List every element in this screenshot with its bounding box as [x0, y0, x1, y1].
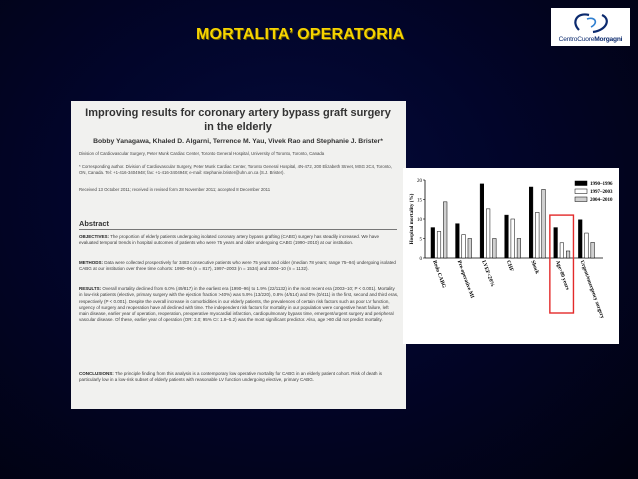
- paper-authors: Bobby Yanagawa, Khaled D. Algarni, Terrence M. Yau, Vivek Rao and Stephanie J. Brister*: [93, 138, 383, 145]
- paper-title-line2: in the elderly: [204, 120, 272, 133]
- logo-text: [551, 36, 630, 43]
- objectives-label: OBJECTIVES:: [79, 234, 110, 239]
- bar-1-3: [511, 219, 515, 258]
- category-label: Shock: [529, 259, 540, 275]
- abstract-methods: [79, 260, 399, 273]
- y-tick-label: 5: [419, 237, 422, 243]
- conclusions-text: The principle finding from this analysis is a contemporary low operative mortality for CABG in an elderly patient cohort. Risk of death is particularly low in a low-risk subset of elderly patients with reasonable LV function undergoing elective, primary CABG.: [79, 371, 383, 383]
- category-label: Pre-operative MI: [455, 259, 475, 300]
- abstract-heading: Abstract: [79, 219, 109, 228]
- legend-label: 1990–1996: [590, 182, 613, 187]
- bar-2-1: [468, 239, 472, 259]
- category-label: Age>80 years: [553, 259, 571, 291]
- mortality-chart: [403, 168, 619, 344]
- bar-2-2: [493, 239, 497, 259]
- mortality-bar-chart: [403, 168, 619, 344]
- bar-0-3: [505, 215, 509, 258]
- bar-2-0: [443, 202, 447, 258]
- abstract-objectives: [79, 234, 399, 247]
- legend-swatch: [575, 181, 587, 186]
- bar-2-3: [517, 239, 521, 259]
- bar-1-2: [486, 209, 490, 258]
- paper-affiliation: Division of Cardiovascular Surgery, Peter Munk Cardiac Center, Toronto General Hospital, University of Toronto, Toronto, Canada: [79, 151, 325, 156]
- y-tick-label: 15: [417, 198, 422, 204]
- legend-label: 2004–2010: [590, 198, 613, 203]
- paper-corresponding: * Corresponding author. Division of Cardiovascular Surgery, Peter Munk Cardiac Center, Toronto General Hospital, 4N-472, 200 Elizabeth Street, MSG 2C4, Toronto, ON, Canada. Tel: +1-416-3404948; fax: +1-416-3404948; e-mail: stephanie.brister@uhn.on.ca (S.J. Brister).: [79, 164, 392, 175]
- bar-0-6: [578, 220, 582, 258]
- abstract-divider: [79, 229, 397, 230]
- conclusions-label: CONCLUSIONS:: [79, 371, 114, 376]
- abstract-conclusions: [79, 371, 399, 384]
- bar-1-6: [585, 233, 589, 258]
- y-tick-label: 20: [417, 179, 422, 184]
- legend-swatch: [575, 189, 587, 194]
- category-label: LVEF<20%: [480, 259, 496, 288]
- legend-swatch: [575, 197, 587, 202]
- objectives-text: The proportion of elderly patients undergoing isolated coronary artery bypass grafting (CABG) surgery has steadily increased. We have evaluated temporal trends in hospital outcomes of patients who were 75 years and older undergoing CABG (1990–2010) at our institution.: [79, 234, 379, 246]
- paper-title-line1: Improving results for coronary artery bypass graft surgery: [85, 107, 391, 119]
- y-axis-label: Hospital mortality (%): [409, 193, 415, 245]
- bar-2-6: [591, 242, 595, 258]
- bar-2-5: [566, 251, 570, 258]
- bar-0-5: [554, 228, 558, 258]
- bar-1-4: [535, 212, 539, 258]
- y-tick-label: 0: [419, 257, 422, 262]
- legend-label: 1997–2003: [590, 190, 613, 195]
- paper-title: [79, 107, 397, 134]
- methods-label: METHODS:: [79, 260, 103, 265]
- logo-name-part2: Morgagni: [594, 36, 623, 43]
- category-label: Redo CABG: [431, 259, 447, 289]
- abstract-results: [79, 286, 399, 324]
- bar-1-5: [560, 243, 564, 258]
- category-label: CHF: [504, 259, 515, 273]
- bar-0-1: [456, 224, 460, 258]
- logo: [551, 8, 630, 46]
- results-text: Overall mortality declined from 6.0% (49/817) in the earliest era (1990–96) to 1.9% (22/1132) in the most recent era (2003–10; P < 0.001). Mortality in low-risk patients (elective, primary surgery with the ejection fraction >40%) was 5.9% (13/220), 0.8% (4/514) and 0% (0/411) in the first, second and third eras, respectively (P < 0.001). Despite the overall increase in comorbidities in our elderly patients, the prevalences of certain risk factors such as poor LV function, urgency of surgery and reoperation have all declined with time. The independent risk factors for mortality in our population were congestive heart failure, left main disease, earlier year of operation, reoperation, preoperative myocardial infarction, cardiopulmonary bypass time, emergent/urgent surgery and peripheral vascular disease. Of these, earlier year of operation (OR: 3.0; 95% CI: 1.8–5.2) was the most significant predictor. Also, age >80 did not predict mortality.: [79, 286, 399, 323]
- logo-name-part1: CentroCuore: [558, 36, 595, 43]
- heart-logo-icon: [569, 10, 613, 36]
- category-label: Urgent/emergency surgery: [578, 259, 606, 320]
- y-tick-label: 10: [417, 218, 422, 223]
- methods-text: Data were collected prospectively for 3483 consecutive patients who were 75 years and older (median 78 years; range 75–94) undergoing isolated CABG at our institution over three time cohorts: 1990–96 (n = 817), 1997–2003 (n = 1534) and 2004–10 (n = 1132).: [79, 260, 396, 272]
- slide-title: MORTALITA’ OPERATORIA: [196, 26, 405, 43]
- bar-0-0: [431, 228, 435, 258]
- results-label: RESULTS:: [79, 286, 102, 291]
- paper-received: Received 13 October 2011; received in revised form 28 November 2011; accepted 8 December 2011: [79, 187, 271, 192]
- bar-1-1: [462, 235, 466, 258]
- bar-0-2: [480, 184, 484, 258]
- paper-excerpt: [71, 101, 406, 409]
- bar-2-4: [542, 189, 546, 258]
- bar-0-4: [529, 187, 533, 258]
- bar-1-0: [437, 231, 441, 258]
